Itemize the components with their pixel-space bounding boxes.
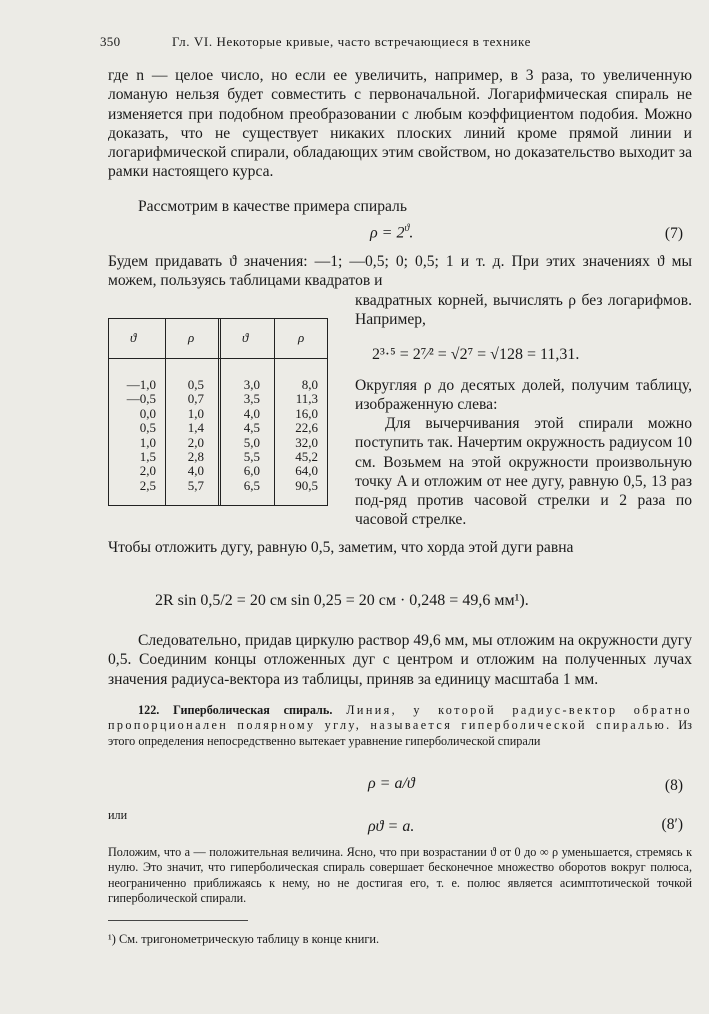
paragraph-1: где n — целое число, но если ее увеличить, например, в 3 раза, то увеличенную ломаную нельзя будет совместить с первоначальной. Логарифмическая спираль не изменяется при подобном преобразовании с любым коэффициентом подобия. Можно доказать, что не существует никаких плоских линий кроме прямой линии и логарифмической спирали, обладающих этим свойством, но доказательство выходит за рамки настоящего курса. [108,67,692,181]
section-122-rest: Из этого определения непосредственно вытекает уравнение гиперболической спирали [108,718,692,748]
table-cell: 64,0 [295,463,318,479]
table-cell: —0,5 [126,391,156,407]
table-column-line [165,318,166,506]
table-cell: 1,5 [139,449,156,465]
equation-8-number: (8) [664,777,683,794]
section-122-definition: Линия, у которой радиус-вектор обратно пропорционален полярному углу, называется гиперболической спиралью. [108,703,692,733]
table-cell: 45,2 [295,449,318,465]
section-122-title: 122. Гиперболическая спираль. [138,703,333,717]
table-header-rho-2: ρ [298,330,305,345]
equation-7-tail: . [409,224,414,242]
table-cell: 5,7 [187,477,204,493]
table-cell: 3,0 [243,377,260,392]
paragraph-3: Будем придавать ϑ значения: —1; —0,5; 0; 0,5; 1 и т. д. При этих значениях ϑ мы можем, пользуясь таблицами квадратов и [108,253,692,290]
paragraph-7: Следовательно, придав циркулю раствор 49,6 мм, мы отложим на окружности дугу 0,5. Соединим концы отложенных дуг с центром и отложим на полученных лучах значения радиуса-вектора из таблицы, приняв за единицу масштаба 1 мм. [108,632,692,688]
equation-7-lhs: ρ = 2 [370,224,405,242]
table-cell: 5,5 [243,449,260,465]
table-cell: 6,0 [243,463,260,479]
table-header-theta: ϑ [130,330,137,345]
table-cell: 4,0 [243,405,260,421]
table-column-theta-2 [226,378,260,493]
table-column-line [220,318,221,506]
table-cell: 22,6 [295,420,318,436]
footnote-rule [108,920,248,921]
table-cell: 0,5 [187,377,204,392]
table-cell: 8,0 [301,377,318,392]
table-cell: 3,5 [243,391,260,407]
equation-8: ρ = a/ϑ [368,775,415,792]
paragraph-2: Рассмотрим в качестве примера спираль [138,198,407,215]
footnote: ¹) См. тригонометрическую таблицу в конце книги. [108,932,380,946]
table-cell: 16,0 [295,405,318,421]
table-cell: 1,0 [139,434,156,450]
equation-8-prime: ρϑ = a. [368,818,415,835]
table-cell: 32,0 [295,434,318,450]
table-header-theta-2: ϑ [242,330,249,345]
chord-formula: 2R sin 0,5/2 = 20 см sin 0,25 = 20 см · 0,248 = 49,6 мм¹). [155,592,529,609]
table-cell: 2,8 [187,449,204,465]
table-cell: 2,0 [139,463,156,479]
table-cell: 2,0 [187,434,204,450]
table-header-rho: ρ [188,330,195,345]
table-cell: 0,7 [187,391,204,407]
equation-7-number: (7) [664,225,683,242]
table-cell: 11,3 [295,391,318,407]
table-cell: 1,4 [187,420,204,436]
paragraph-4: Округляя ρ до десятых долей, получим таблицу, изображенную слева: [355,377,692,414]
table-cell: 0,0 [139,405,156,421]
paragraph-8: Положим, что a — положительная величина. Ясно, что при возрастании ϑ от 0 до ∞ ρ уменьшается, стремясь к нулю. Это значит, что гиперболическая спираль совершает бесконечное множество оборотов вокруг полюса, неограниченно приближаясь к нему, но не достигая его, т. е. полюс является асимптотической точкой гиперболической спирали. [108,845,692,906]
table-cell: 4,0 [187,463,204,479]
table-cell: 2,5 [139,477,156,493]
equation-8-prime-number: (8′) [661,816,683,833]
section-122 [108,703,692,749]
chapter-title: Гл. VI. Некоторые кривые, часто встречающиеся в технике [172,34,531,49]
example-formula: 2³·⁵ = 2⁷⁄² = √2⁷ = √128 = 11,31. [372,346,580,363]
table-cell: 6,5 [243,477,260,493]
table-cell: 90,5 [295,477,318,493]
table-column-line [274,318,275,506]
table-cell: 0,5 [139,420,156,436]
equation-8-prime-prefix: или [108,808,128,822]
table-column-rho-2 [280,378,318,493]
table-column-theta [116,378,156,493]
table-cell: 5,0 [243,434,260,450]
table-cell: 4,5 [243,420,260,436]
table-column-rho [170,378,204,493]
table-cell: —1,0 [126,377,156,392]
paragraph-5: Для вычерчивания этой спирали можно поступить так. Начертим окружность радиусом 10 см. Возьмем на этой окружности произвольную точку A и отложим от нее дугу, равную 0,5, 13 раз под-ряд против часовой стрелки и 2 раза по часовой стрелке. [355,415,692,529]
paragraph-6: Чтобы отложить дугу, равную 0,5, заметим, что хорда этой дуги равна [108,539,574,556]
table-column-line [218,318,219,506]
equation-7 [370,223,413,242]
paragraph-3b: квадратных корней, вычислять ρ без логарифмов. Например, [355,292,692,329]
page-number: 350 [100,34,121,49]
equation-7-exponent: ϑ [404,223,410,234]
table-cell: 1,0 [187,405,204,421]
